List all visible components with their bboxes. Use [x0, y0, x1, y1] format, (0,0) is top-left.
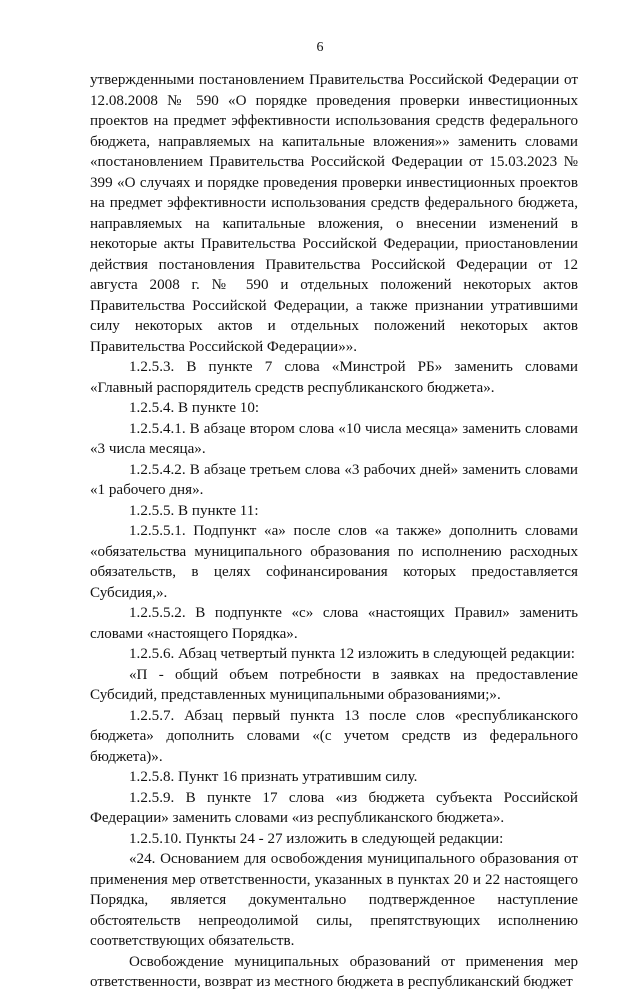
paragraph-1-2-5-3: 1.2.5.3. В пункте 7 слова «Минстрой РБ» заменить словами «Главный распорядитель средств республиканского бюджета». — [90, 359, 578, 396]
paragraph-1-2-5-10: 1.2.5.10. Пункты 24 - 27 изложить в следующей редакции: — [129, 830, 504, 847]
paragraph-1-2-5-5: 1.2.5.5. В пункте 11: — [129, 502, 259, 519]
page-number: 6 — [316, 40, 324, 55]
paragraph-1-2-5-4: 1.2.5.4. В пункте 10: — [129, 400, 260, 416]
paragraph-quote-24: «24. Основанием для освобождения муниципального образования от применения мер ответственности, указанных в пунктах 20 и 22 настоящего Порядка, является документально подтвержденное наступление обстоятельств непреодолимой силы, препятствующих исполнению соответствующих обязательств. — [90, 851, 578, 949]
paragraph-1-2-5-7: 1.2.5.7. Абзац первый пункта 13 после слов «республиканского бюджета» дополнить словами «(с учетом средств из федерального бюджета)». — [90, 707, 578, 765]
paragraph-1-2-5-5-1: 1.2.5.5.1. Подпункт «а» после слов «а также» дополнить словами «обязательства муниципального образования по исполнению расходных обязательств, в целях софинансирования которых предоставляется Субсидия,». — [90, 523, 578, 601]
paragraph-continuation: утвержденными постановлением Правительства Российской Федерации от 12.08.2008 № 590 «О порядке проведения проверки инвестиционных проектов на предмет эффективности использования средств федерального бюджета, направляемых на капитальные вложения»» заменить словами «постановлением Правительства Российской Федерации от 15.03.2023 № 399 «О случаях и порядке проведения проверки инвестиционных проектов на предмет эффективности использования средств федерального бюджета, направляемых на капитальные вложения, о внесении изменений в некоторые акты Правительства Российской Федерации, приостановлении действия постановления Правительства Российской Федерации от 12 августа 2008 г. № 590 и отдельных положений некоторых актов Правительства Российской Федерации, а также признании утратившими силу некоторых актов и отдельных положений некоторых актов Правительства Российской Федерации»». — [90, 72, 578, 355]
paragraph-1-2-5-9: 1.2.5.9. В пункте 17 слова «из бюджета субъекта Российской Федерации» заменить словами «из республиканского бюджета». — [90, 789, 578, 826]
document-body — [90, 70, 578, 993]
paragraph-1-2-5-8: 1.2.5.8. Пункт 16 признать утратившим силу. — [129, 769, 418, 785]
paragraph-exemption: Освобождение муниципальных образований от применения мер ответственности, возврат из местного бюджета в республиканский бюджет — [90, 953, 578, 990]
paragraph-1-2-5-6: 1.2.5.6. Абзац четвертый пункта 12 изложить в следующей редакции: — [129, 646, 575, 662]
paragraph-quote-p: «П - общий объем потребности в заявках на предоставление Субсидий, представленных муниципальными образованиями;». — [90, 666, 578, 703]
paragraph-1-2-5-4-2: 1.2.5.4.2. В абзаце третьем слова «3 рабочих дней» заменить словами «1 рабочего дня». — [90, 461, 578, 498]
paragraph-1-2-5-5-2: 1.2.5.5.2. В подпункте «с» слова «настоящих Правил» заменить словами «настоящего Порядка». — [90, 605, 578, 642]
paragraph-1-2-5-4-1: 1.2.5.4.1. В абзаце втором слова «10 числа месяца» заменить словами «3 числа месяца». — [90, 420, 578, 457]
